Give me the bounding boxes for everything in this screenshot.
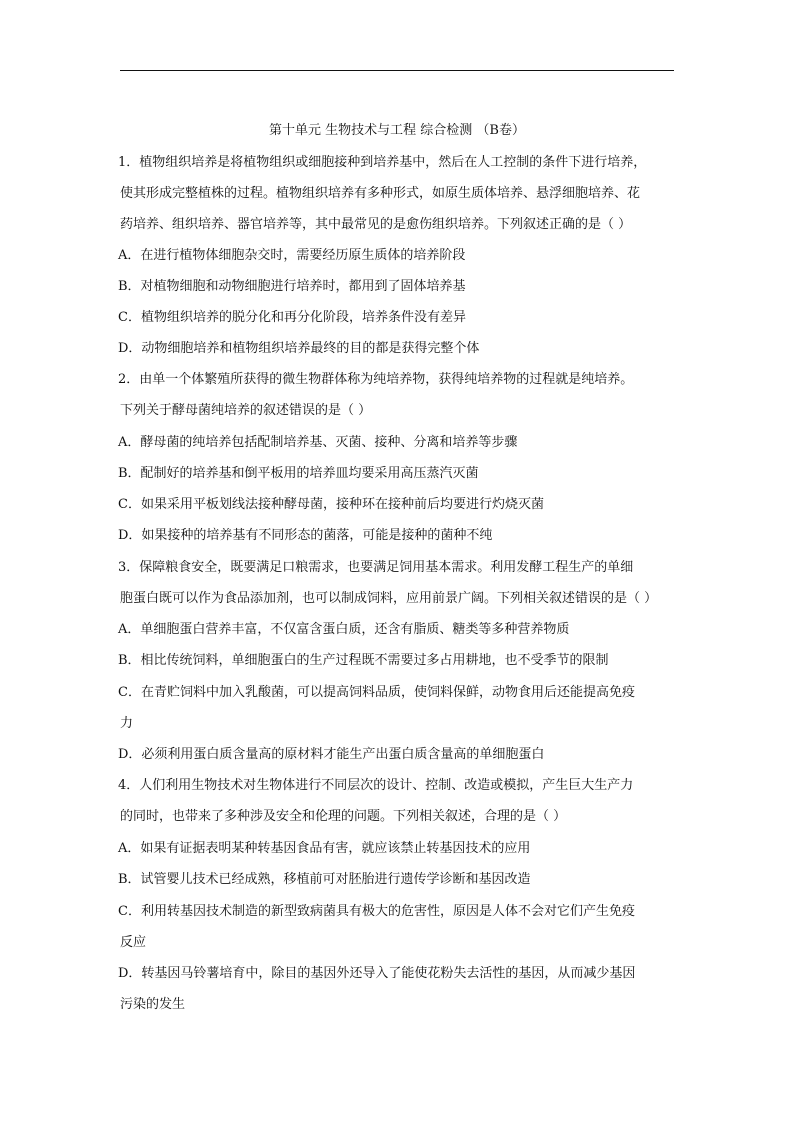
question-3-option-c-line-2: 力 [120, 716, 134, 731]
question-4-option-c-line-1: C．利用转基因技术制造的新型致病菌具有极大的危害性，原因是人体不会对它们产生免疫 [118, 904, 635, 919]
question-4-option-d-line-1: D．转基因马铃薯培育中，除目的基因外还导入了能使花粉失去活性的基因，从而减少基因 [118, 966, 636, 981]
question-1-option-d: D．动物细胞培养和植物组织培养最终的目的都是获得完整个体 [118, 341, 480, 356]
question-1-option-b: B．对植物细胞和动物细胞进行培养时，都用到了固体培养基 [118, 279, 466, 294]
question-4-option-a: A．如果有证据表明某种转基因食品有害，就应该禁止转基因技术的应用 [118, 841, 531, 856]
question-4-option-b: B．试管婴儿技术已经成熟，移植前可对胚胎进行遗传学诊断和基因改造 [118, 872, 531, 887]
question-4-option-d-line-2: 污染的发生 [120, 997, 186, 1012]
question-3-stem-line-2: 胞蛋白既可以作为食品添加剂，也可以制成饲料，应用前景广阔。下列相关叙述错误的是（ ） [120, 591, 658, 606]
question-3-option-a: A．单细胞蛋白营养丰富，不仅富含蛋白质，还含有脂质、糖类等多种营养物质 [118, 622, 570, 637]
question-1-stem-line-1: 1．植物组织培养是将植物组织或细胞接种到培养基中，然后在人工控制的条件下进行培养， [118, 155, 647, 170]
question-4-stem-line-1: 4．人们利用生物技术对生物体进行不同层次的设计、控制、改造或模拟，产生巨大生产力 [118, 778, 634, 793]
question-1-stem-line-2: 使其形成完整植株的过程。植物组织培养有多种形式，如原生质体培养、悬浮细胞培养、花 [120, 186, 641, 201]
header-rule [120, 70, 674, 71]
question-2-stem-line-2: 下列关于酵母菌纯培养的叙述错误的是（ ） [120, 403, 372, 418]
question-3-stem-line-1: 3．保障粮食安全，既要满足口粮需求，也要满足饲用基本需求。利用发酵工程生产的单细 [118, 560, 634, 575]
question-1-stem-line-3: 药培养、组织培养、器官培养等，其中最常见的是愈伤组织培养。下列叙述正确的是（ ） [120, 217, 632, 232]
question-3-option-b: B．相比传统饲料，单细胞蛋白的生产过程既不需要过多占用耕地，也不受季节的限制 [118, 653, 609, 668]
question-2-option-d: D．如果接种的培养基有不同形态的菌落，可能是接种的菌种不纯 [118, 528, 493, 543]
question-3-option-c-line-1: C．在青贮饲料中加入乳酸菌，可以提高饲料品质，使饲料保鲜，动物食用后还能提高免疫 [118, 685, 635, 700]
question-4-option-c-line-2: 反应 [120, 935, 147, 950]
question-1-option-a: A．在进行植物体细胞杂交时，需要经历原生质体的培养阶段 [118, 248, 466, 263]
question-4-stem-line-2: 的同时，也带来了多种涉及安全和伦理的问题。下列相关叙述，合理的是（ ） [120, 809, 567, 824]
question-2-option-a: A．酵母菌的纯培养包括配制培养基、灭菌、接种、分离和培养等步骤 [118, 435, 518, 450]
question-2-option-b: B．配制好的培养基和倒平板用的培养皿均要采用高压蒸汽灭菌 [118, 466, 479, 481]
question-2-option-c: C．如果采用平板划线法接种酵母菌，接种环在接种前后均要进行灼烧灭菌 [118, 497, 544, 512]
question-1-option-c: C．植物组织培养的脱分化和再分化阶段，培养条件没有差异 [118, 310, 466, 325]
page-title: 第十单元 生物技术与工程 综合检测 （B卷） [269, 123, 525, 138]
question-2-stem-line-1: 2．由单一个体繁殖所获得的微生物群体称为纯培养物，获得纯培养物的过程就是纯培养。 [118, 372, 634, 387]
question-3-option-d: D．必须利用蛋白质含量高的原材料才能生产出蛋白质含量高的单细胞蛋白 [118, 747, 545, 762]
